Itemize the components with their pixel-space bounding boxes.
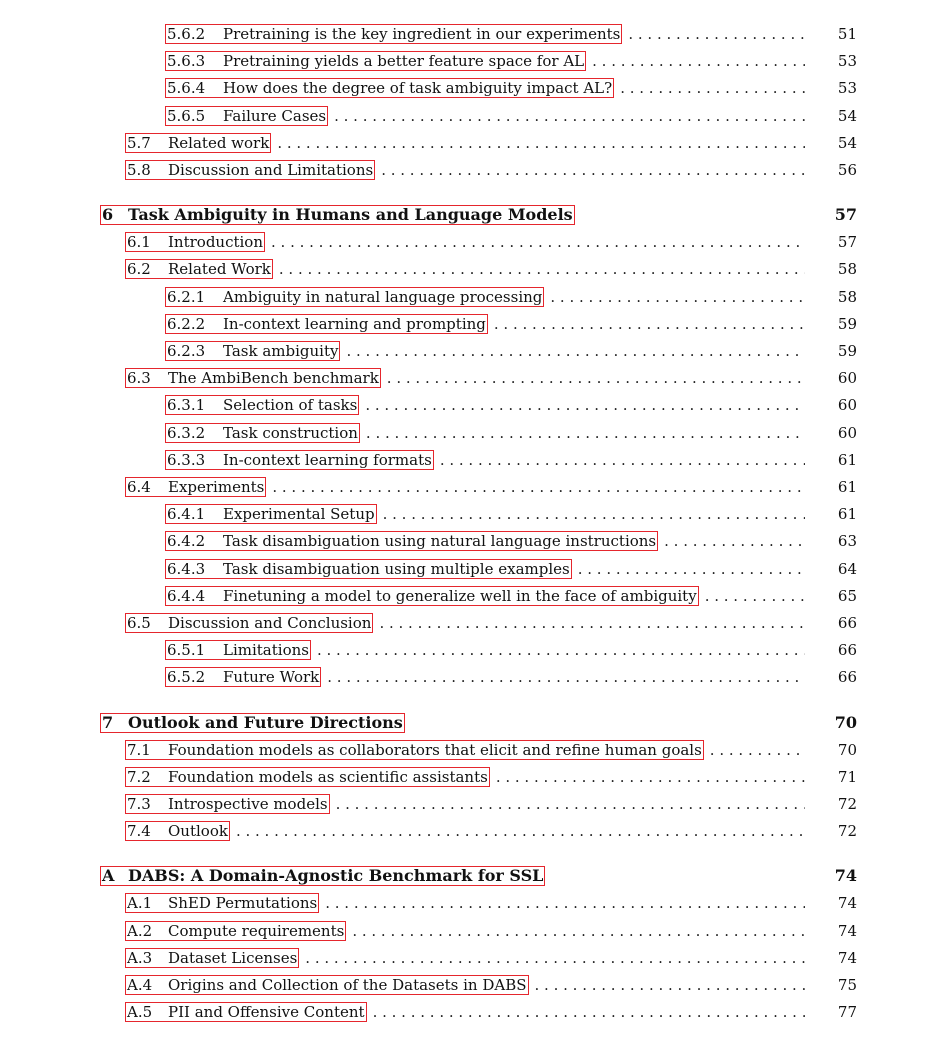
- section-number: 5.6.2: [167, 25, 206, 43]
- section-title: Finetuning a model to generalize well in the face of ambiguity: [223, 586, 697, 605]
- page-number: 54: [837, 106, 857, 125]
- section-title: ShED Permutations: [168, 894, 318, 913]
- toc-link[interactable]: [125, 160, 375, 180]
- dot-leader: [387, 367, 805, 389]
- section-title: Dataset Licenses: [168, 948, 298, 967]
- toc-link[interactable]: [125, 975, 529, 995]
- page-number: 61: [837, 450, 857, 469]
- page-number: 71: [837, 767, 857, 786]
- toc-section-entry: [165, 105, 857, 127]
- toc-section-entry: [165, 530, 857, 552]
- dot-leader: [578, 558, 805, 580]
- section-number: 5.6.3: [167, 52, 206, 71]
- section-title: Future Work: [223, 668, 320, 687]
- section-title: Pretraining is the key ingredient in our experiments: [223, 25, 621, 43]
- section-title: Task disambiguation using multiple examples: [223, 559, 570, 578]
- section-number: 7.1: [127, 740, 151, 759]
- section-title: Introduction: [168, 233, 263, 252]
- dot-leader: [352, 920, 805, 942]
- section-number: 6.4: [127, 478, 151, 496]
- section-title: Selection of tasks: [223, 396, 358, 415]
- page-number: 58: [837, 260, 857, 279]
- dot-leader: [620, 77, 805, 99]
- toc-section-entry: [165, 77, 857, 99]
- dot-leader: [664, 530, 805, 552]
- toc-section-entry: [125, 132, 857, 154]
- section-number: A.3: [127, 948, 153, 967]
- toc-link[interactable]: [165, 287, 544, 307]
- dot-leader: [379, 612, 805, 634]
- section-title: Foundation models as scientific assistants: [168, 767, 488, 786]
- toc-link[interactable]: [125, 613, 373, 633]
- section-number: 6.4.1: [167, 505, 206, 524]
- toc-link[interactable]: [165, 51, 586, 71]
- dot-leader: [346, 340, 805, 362]
- section-number: A.4: [127, 976, 153, 994]
- dot-leader: [327, 666, 805, 688]
- page-number: 72: [837, 795, 857, 813]
- page-number: 53: [837, 52, 857, 71]
- page-number: 60: [837, 369, 857, 388]
- page-number: 66: [837, 641, 857, 660]
- dot-leader: [705, 585, 805, 607]
- page-number: 65: [837, 586, 857, 605]
- toc-section-entry: [165, 340, 857, 362]
- section-number: 6.2.2: [167, 314, 206, 333]
- section-title: Foundation models as collaborators that elicit and refine human goals: [168, 740, 702, 759]
- toc-link[interactable]: [165, 559, 572, 579]
- section-title: Pretraining yields a better feature space for AL: [223, 52, 585, 71]
- section-number: 5.7: [127, 133, 151, 152]
- page-number: 64: [837, 559, 857, 578]
- toc-section-entry: [125, 820, 857, 842]
- toc-link[interactable]: [125, 893, 319, 913]
- toc-link[interactable]: [125, 477, 266, 497]
- toc-chapter-entry: [100, 865, 857, 887]
- dot-leader: [383, 503, 805, 525]
- page-number: 63: [837, 532, 857, 551]
- toc-section-entry: [165, 503, 857, 525]
- toc-section-entry: [125, 766, 857, 788]
- dot-leader: [494, 313, 805, 335]
- page-number: 57: [834, 205, 857, 225]
- page-number: 58: [837, 287, 857, 306]
- toc-link[interactable]: [125, 368, 381, 388]
- section-title: Outlook: [168, 822, 228, 841]
- dot-leader: [334, 105, 805, 127]
- toc-section-entry: [125, 231, 857, 253]
- section-title: Discussion and Conclusion: [168, 614, 372, 632]
- toc-section-entry: [125, 739, 857, 761]
- section-title: Experimental Setup: [223, 505, 375, 524]
- section-title: Limitations: [223, 641, 309, 660]
- toc-link[interactable]: [125, 232, 265, 252]
- section-number: 7.3: [127, 795, 151, 813]
- section-title: Introspective models: [168, 795, 328, 813]
- section-title: Outlook and Future Directions: [128, 712, 403, 732]
- page-number: 70: [834, 712, 857, 732]
- toc-link[interactable]: [125, 740, 704, 760]
- toc-section-entry: [125, 920, 857, 942]
- page-number: 74: [837, 921, 857, 940]
- section-number: 6.5.2: [167, 668, 206, 687]
- section-title: Task Ambiguity in Humans and Language Models: [128, 205, 573, 225]
- toc-link[interactable]: [100, 205, 575, 225]
- page-number: 59: [837, 342, 857, 360]
- dot-leader: [496, 766, 805, 788]
- section-number: 7.2: [127, 767, 151, 786]
- toc-link[interactable]: [165, 423, 360, 443]
- dot-leader: [279, 258, 805, 280]
- section-number: 6.3.1: [167, 396, 206, 415]
- toc-section-entry: [165, 50, 857, 72]
- dot-leader: [365, 394, 805, 416]
- section-number: 7: [102, 712, 114, 732]
- toc-link[interactable]: [165, 667, 321, 687]
- section-number: 6.4.2: [167, 532, 206, 551]
- toc-link[interactable]: [165, 395, 359, 415]
- toc-link[interactable]: [165, 504, 377, 524]
- section-title: Failure Cases: [223, 106, 327, 125]
- toc-section-entry: [125, 793, 857, 815]
- toc-link[interactable]: [165, 586, 699, 606]
- toc-section-entry: [125, 612, 857, 634]
- page-number: 70: [837, 740, 857, 759]
- dot-leader: [373, 1001, 805, 1023]
- dot-leader: [325, 892, 805, 914]
- toc-link[interactable]: [165, 24, 622, 44]
- page-number: 60: [837, 396, 857, 415]
- toc-section-entry: [125, 974, 857, 996]
- page-number: 66: [837, 668, 857, 687]
- toc-section-entry: [165, 666, 857, 688]
- toc-link[interactable]: [165, 106, 328, 126]
- dot-leader: [236, 820, 805, 842]
- toc-section-entry: [125, 892, 857, 914]
- dot-leader: [305, 947, 805, 969]
- toc-section-entry: [125, 1001, 857, 1023]
- section-title: Related work: [168, 133, 270, 152]
- section-number: 6: [102, 205, 114, 225]
- section-title: Related Work: [168, 260, 271, 279]
- page-number: 72: [837, 822, 857, 841]
- toc-section-entry: [165, 639, 857, 661]
- section-number: 6.4.4: [167, 586, 206, 605]
- page-number: 77: [837, 1003, 857, 1022]
- dot-leader: [535, 974, 805, 996]
- page-number: 74: [837, 948, 857, 967]
- section-number: 5.8: [127, 161, 151, 179]
- toc-section-entry: [165, 286, 857, 308]
- toc-link[interactable]: [125, 821, 230, 841]
- section-number: 6.3.2: [167, 423, 206, 442]
- toc-chapter-entry: [100, 712, 857, 734]
- section-number: 6.5: [127, 614, 151, 632]
- dot-leader: [628, 23, 805, 45]
- section-number: 6.3.3: [167, 450, 206, 469]
- section-number: 6.2.1: [167, 287, 206, 306]
- toc-section-entry: [125, 159, 857, 181]
- toc-link[interactable]: [125, 767, 490, 787]
- section-number: 6.2: [127, 260, 151, 279]
- toc-link[interactable]: [165, 341, 340, 361]
- toc-section-entry: [125, 947, 857, 969]
- toc-link[interactable]: [125, 948, 299, 968]
- section-number: 7.4: [127, 822, 151, 841]
- section-number: A: [102, 866, 115, 886]
- page-number: 56: [837, 161, 857, 179]
- dot-leader: [336, 793, 805, 815]
- section-number: 6.1: [127, 233, 151, 252]
- dot-leader: [710, 739, 805, 761]
- dot-leader: [272, 476, 805, 498]
- dot-leader: [277, 132, 805, 154]
- section-title: Compute requirements: [168, 921, 345, 940]
- toc-link[interactable]: [100, 713, 405, 733]
- toc-link[interactable]: [165, 314, 488, 334]
- toc-link[interactable]: [165, 450, 434, 470]
- section-title: Origins and Collection of the Datasets in DABS: [168, 976, 527, 994]
- dot-leader: [366, 422, 805, 444]
- section-title: In-context learning and prompting: [223, 314, 486, 333]
- section-number: 6.5.1: [167, 641, 206, 660]
- section-number: A.1: [127, 894, 153, 913]
- dot-leader: [440, 449, 805, 471]
- toc-section-entry: [165, 313, 857, 335]
- section-title: Experiments: [168, 478, 265, 496]
- page-number: 53: [837, 79, 857, 98]
- page-number: 59: [837, 314, 857, 333]
- page-number: 74: [834, 866, 857, 886]
- toc-chapter-entry: [100, 204, 857, 226]
- section-number: 6.2.3: [167, 342, 206, 360]
- dot-leader: [592, 50, 805, 72]
- section-number: 5.6.4: [167, 79, 206, 98]
- toc-section-entry: [165, 23, 857, 45]
- toc-section-entry: [165, 394, 857, 416]
- dot-leader: [271, 231, 805, 253]
- toc-section-entry: [125, 367, 857, 389]
- section-title: Task construction: [223, 423, 358, 442]
- section-number: A.2: [127, 921, 153, 940]
- page-number: 61: [837, 505, 857, 524]
- toc-link[interactable]: [165, 531, 658, 551]
- section-number: 6.4.3: [167, 559, 206, 578]
- dot-leader: [381, 159, 805, 181]
- page-number: 60: [837, 423, 857, 442]
- page-number: 74: [837, 894, 857, 913]
- toc-link[interactable]: [125, 921, 346, 941]
- toc-link[interactable]: [125, 133, 271, 153]
- section-title: Discussion and Limitations: [168, 161, 374, 179]
- toc-section-entry: [125, 476, 857, 498]
- section-title: The AmbiBench benchmark: [168, 369, 379, 388]
- page-number: 66: [837, 614, 857, 632]
- section-title: DABS: A Domain-Agnostic Benchmark for SSL: [128, 866, 544, 886]
- toc-section-entry: [165, 585, 857, 607]
- section-title: PII and Offensive Content: [168, 1003, 365, 1022]
- toc-link[interactable]: [165, 78, 614, 98]
- toc-section-entry: [165, 422, 857, 444]
- toc-link[interactable]: [125, 794, 330, 814]
- toc-section-entry: [125, 258, 857, 280]
- page-number: 57: [837, 233, 857, 252]
- dot-leader: [317, 639, 805, 661]
- dot-leader: [550, 286, 805, 308]
- section-title: How does the degree of task ambiguity impact AL?: [223, 79, 613, 98]
- toc-link[interactable]: [165, 640, 311, 660]
- section-title: Ambiguity in natural language processing: [223, 287, 543, 306]
- section-number: 5.6.5: [167, 106, 206, 125]
- page-number: 61: [837, 478, 857, 496]
- section-title: In-context learning formats: [223, 450, 432, 469]
- toc-section-entry: [165, 449, 857, 471]
- section-number: A.5: [127, 1003, 153, 1022]
- toc-link[interactable]: [125, 1002, 367, 1022]
- section-title: Task ambiguity: [223, 342, 339, 360]
- page-number: 51: [837, 25, 857, 43]
- page-number: 54: [837, 133, 857, 152]
- page-number: 75: [837, 976, 857, 994]
- toc-link[interactable]: [100, 866, 545, 886]
- toc-section-entry: [165, 558, 857, 580]
- section-number: 6.3: [127, 369, 151, 388]
- section-title: Task disambiguation using natural language instructions: [223, 532, 657, 551]
- toc-link[interactable]: [125, 259, 273, 279]
